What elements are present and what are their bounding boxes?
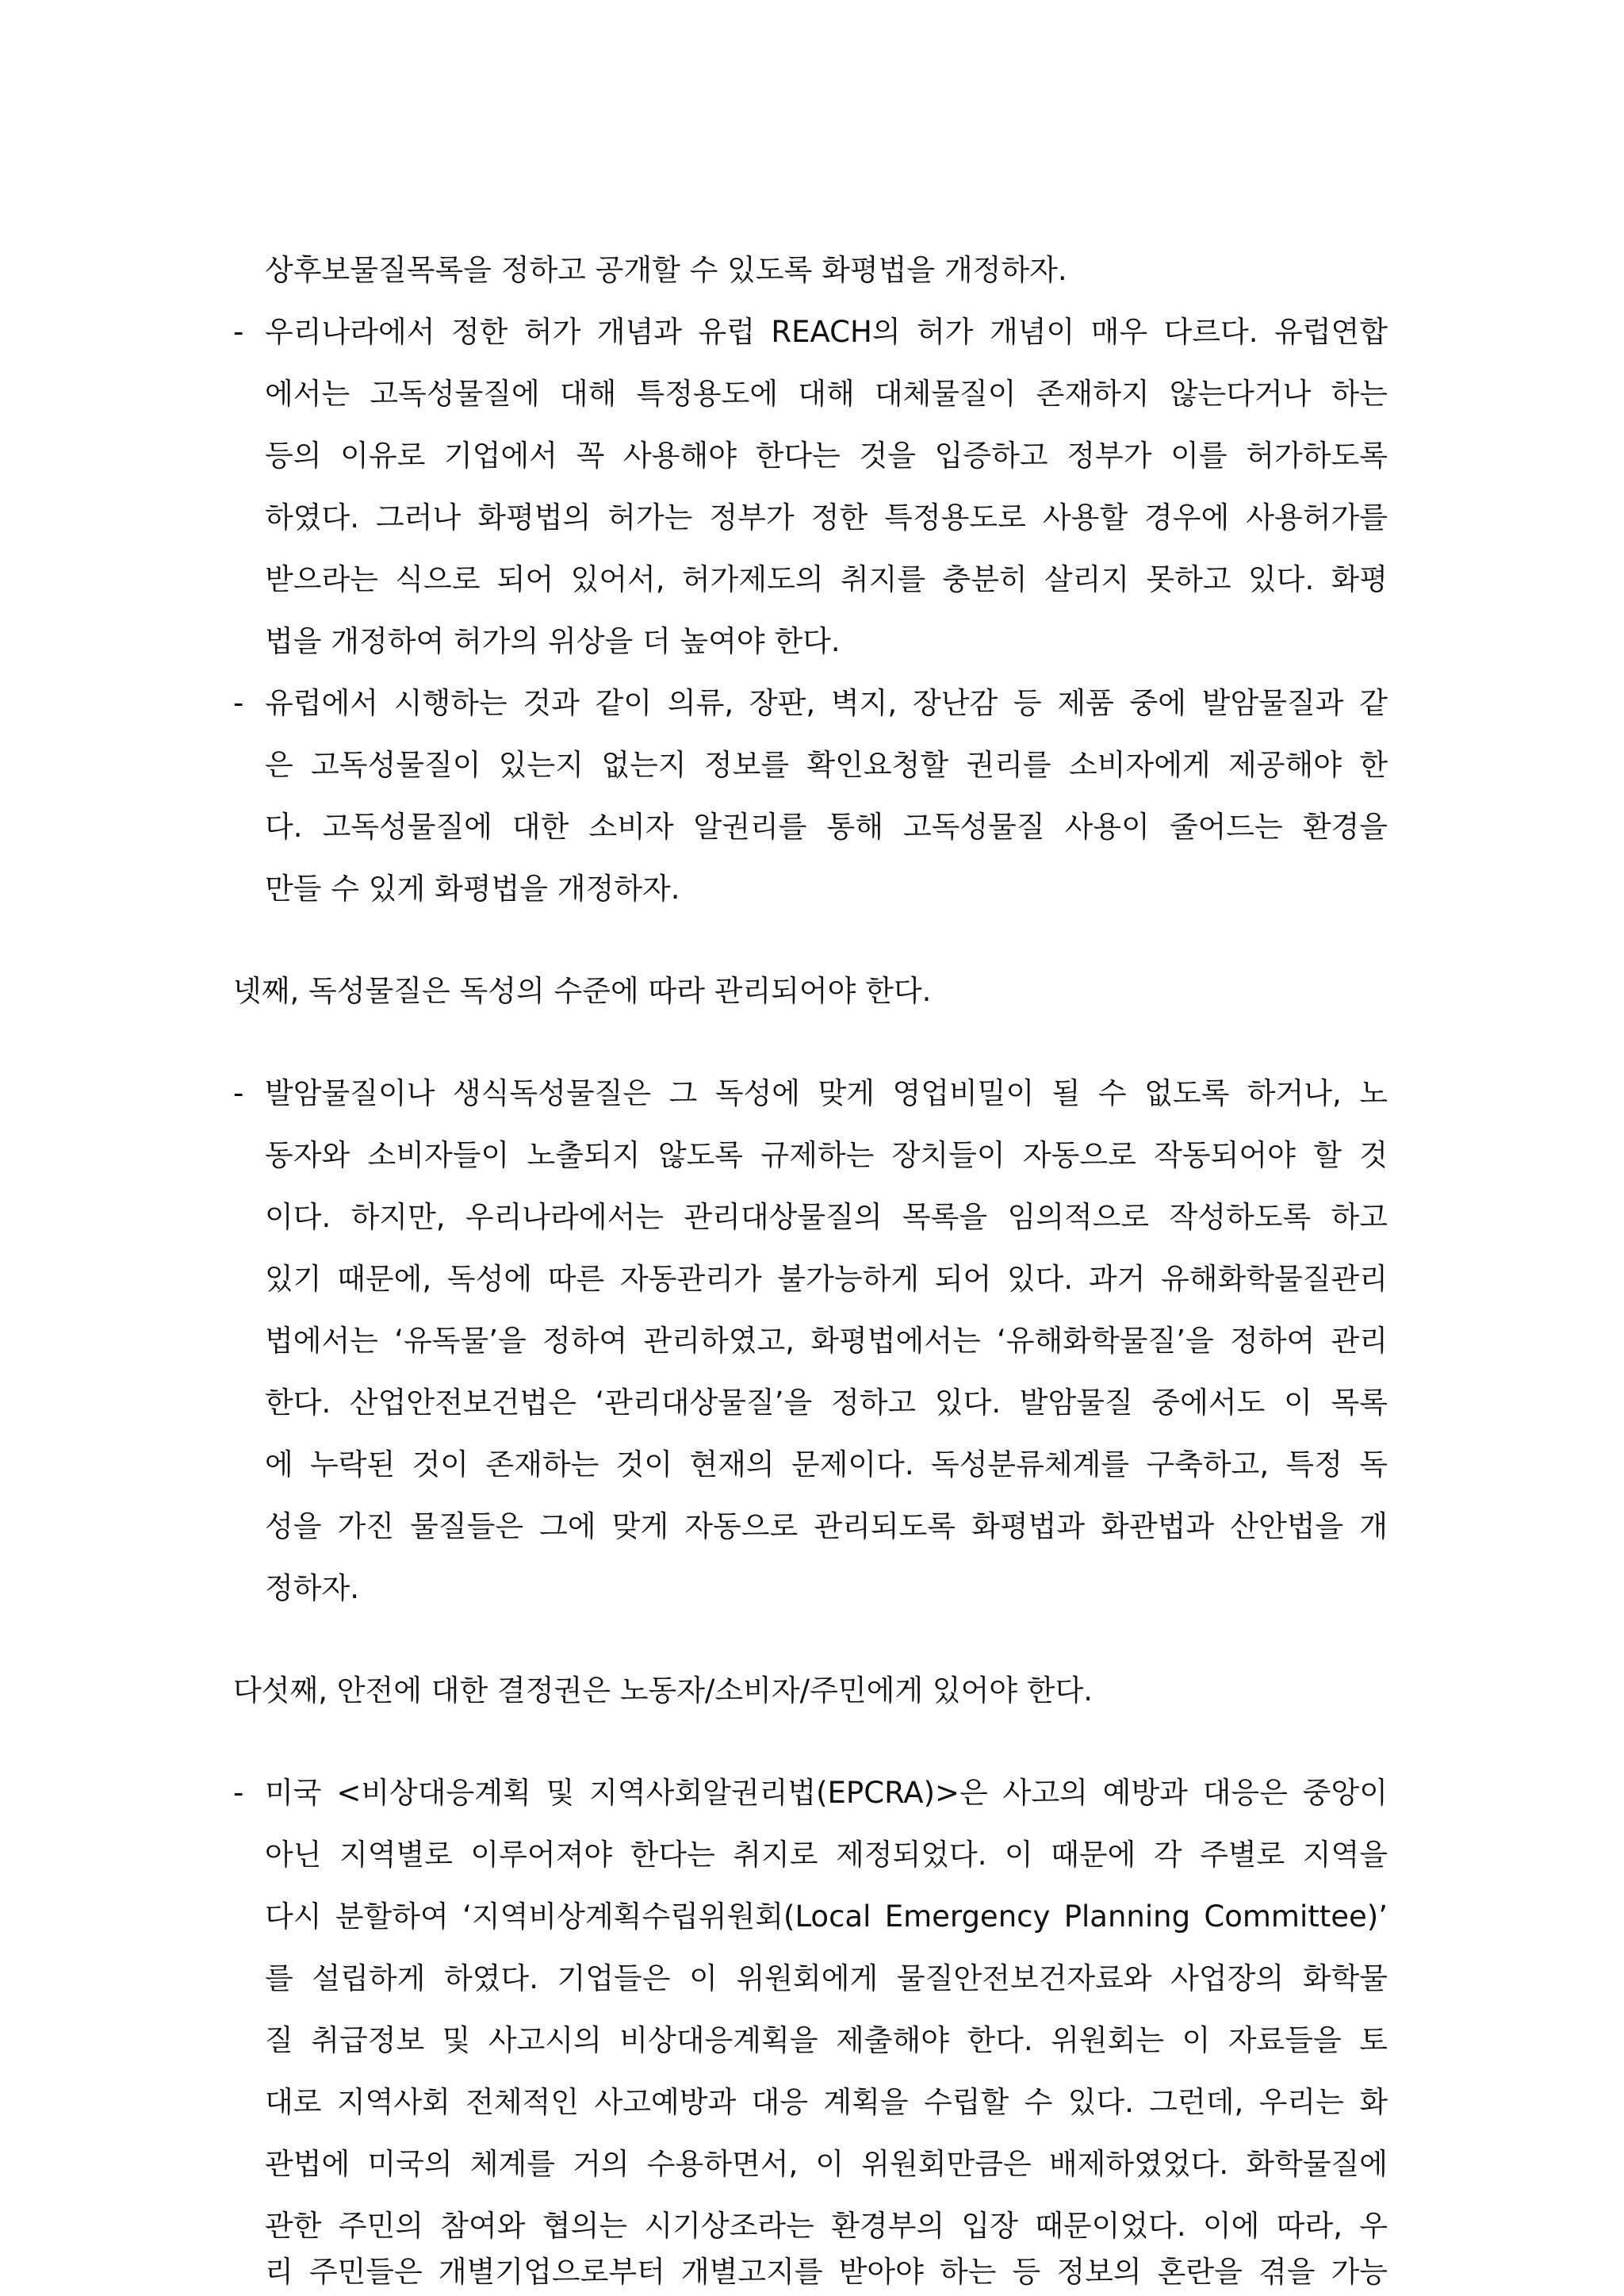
text-line: 에서는 고독성물질에 대해 특정용도에 대해 대체물질이 존재하지 않는다거나 하는: [265, 377, 1388, 411]
text-line: 아닌 지역별로 이루어져야 한다는 취지로 제정되었다. 이 때문에 각 주별로 지역을: [265, 1838, 1388, 1872]
text-line: 관한 주민의 참여와 협의는 시기상조라는 환경부의 입장 때문이었다. 이에 따라, 우: [265, 2209, 1388, 2243]
bullet-marker: -: [233, 1776, 244, 1810]
text-line: 다시 분할하여 ‘지역비상계획수립위원회(Local Emergency Planning Committee)’: [265, 1899, 1388, 1934]
text-line: 를 설립하게 하였다. 기업들은 이 위원회에게 물질안전보건자료와 사업장의 화학물: [265, 1961, 1388, 1995]
text-line: 하였다. 그러나 화평법의 허가는 정부가 정한 특정용도로 사용할 경우에 사용허가를: [265, 500, 1388, 535]
text-line: 리 주민들은 개별기업으로부터 개별고지를 받아야 하는 등 정보의 혼란을 겪을 가능: [265, 2255, 1388, 2289]
text-line: 성을 가진 물질들은 그에 맞게 자동으로 관리되도록 화평법과 화관법과 산안법을 개: [265, 1509, 1388, 1543]
text-line: 있기 때문에, 독성에 따른 자동관리가 불가능하게 되어 있다. 과거 유해화학물질관리: [265, 1262, 1388, 1296]
section-heading: 넷째, 독성물질은 독성의 수준에 따라 관리되어야 한다.: [233, 974, 932, 1008]
text-line: 관법에 미국의 체계를 거의 수용하면서, 이 위원회만큼은 배제하였었다. 화학물질에: [265, 2147, 1388, 2181]
text-line: 대로 지역사회 전체적인 사고예방과 대응 계획을 수립할 수 있다. 그런데, 우리는 화: [265, 2085, 1388, 2119]
text-line: 은 고독성물질이 있는지 없는지 정보를 확인요청할 권리를 소비자에게 제공해야 한: [265, 748, 1388, 782]
bullet-marker: -: [233, 686, 244, 720]
text-line: 만들 수 있게 화평법을 개정하자.: [265, 872, 680, 906]
text-line: 우리나라에서 정한 허가 개념과 유럽 REACH의 허가 개념이 매우 다르다. 유럽연합: [265, 315, 1388, 349]
text-line: 에 누락된 것이 존재하는 것이 현재의 문제이다. 독성분류체계를 구축하고, 특정 독: [265, 1447, 1388, 1481]
text-line: 다. 고독성물질에 대한 소비자 알권리를 통해 고독성물질 사용이 줄어드는 환경을: [265, 810, 1388, 844]
text-line: 한다. 산업안전보건법은 ‘관리대상물질’을 정하고 있다. 발암물질 중에서도 이 목록: [265, 1386, 1388, 1420]
text-line: 발암물질이나 생식독성물질은 그 독성에 맞게 영업비밀이 될 수 없도록 하거나, 노: [265, 1076, 1388, 1110]
section-heading: 다섯째, 안전에 대한 결정권은 노동자/소비자/주민에게 있어야 한다.: [233, 1673, 1094, 1708]
text-line: 등의 이유로 기업에서 꼭 사용해야 한다는 것을 입증하고 정부가 이를 허가하도록: [265, 439, 1388, 473]
text-line: 질 취급정보 및 사고시의 비상대응계획을 제출해야 한다. 위원회는 이 자료들을 토: [265, 2023, 1388, 2057]
text-line: 정하자.: [265, 1571, 359, 1605]
text-line: 받으라는 식으로 되어 있어서, 허가제도의 취지를 충분히 살리지 못하고 있다. 화평: [265, 562, 1388, 596]
text-line: 유럽에서 시행하는 것과 같이 의류, 장판, 벽지, 장난감 등 제품 중에 발암물질과 같: [265, 686, 1388, 720]
text-line: 법에서는 ‘유독물’을 정하여 관리하였고, 화평법에서는 ‘유해화학물질’을 정하여 관리: [265, 1324, 1388, 1358]
text-line: 미국 <비상대응계획 및 지역사회알권리법(EPCRA)>은 사고의 예방과 대응은 중앙이: [265, 1776, 1388, 1810]
bullet-marker: -: [233, 315, 244, 349]
bullet-marker: -: [233, 1076, 244, 1110]
text-line: 상후보물질목록을 정하고 공개할 수 있도록 화평법을 개정하자.: [265, 253, 1067, 287]
text-line: 이다. 하지만, 우리나라에서는 관리대상물질의 목록을 임의적으로 작성하도록 하고: [265, 1200, 1388, 1234]
text-line: 법을 개정하여 허가의 위상을 더 높여야 한다.: [265, 624, 841, 658]
text-line: 동자와 소비자들이 노출되지 않도록 규제하는 장치들이 자동으로 작동되어야 할 것: [265, 1138, 1388, 1172]
